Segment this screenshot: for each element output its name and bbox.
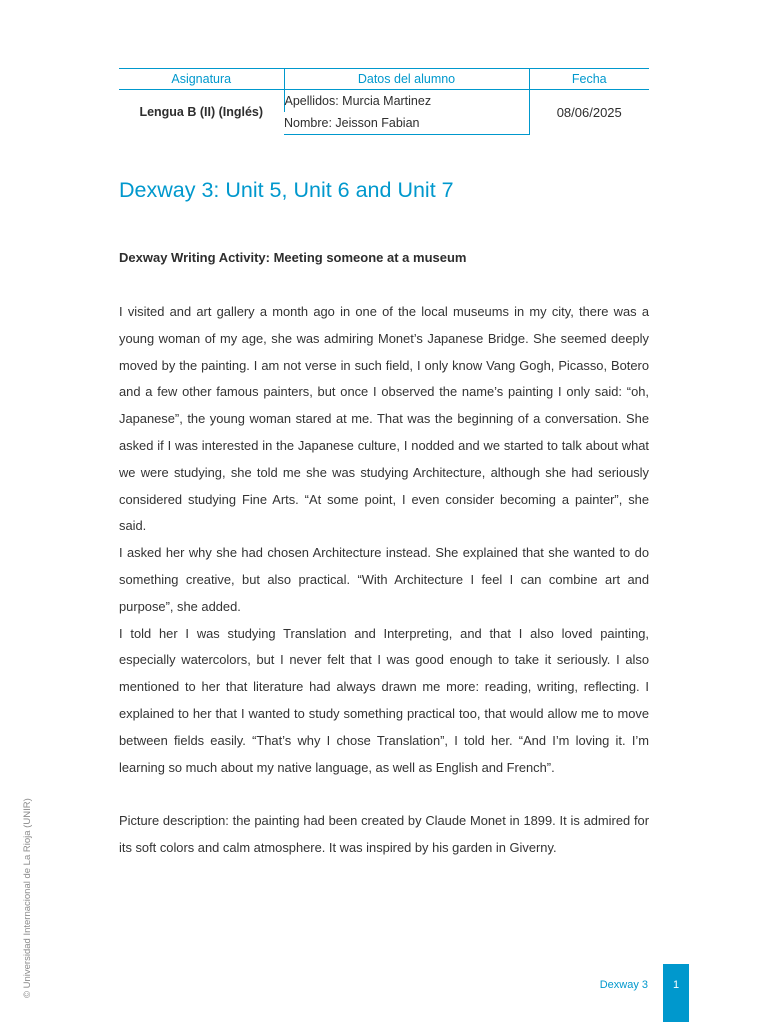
name-cell: Nombre: Jeisson Fabian: [284, 112, 529, 135]
subject-cell: Lengua B (II) (Inglés): [139, 105, 264, 120]
copyright-notice: © Universidad Internacional de La Rioja (UNIR): [22, 798, 33, 998]
footer-label: Dexway 3: [599, 979, 648, 991]
body-text: [119, 299, 649, 862]
page-number-box: [663, 964, 689, 1022]
date-column-header: Fecha: [529, 69, 649, 90]
student-column-header: Datos del alumno: [284, 69, 529, 90]
paragraph-1: I visited and art gallery a month ago in one of the local museums in my city, there was a young woman of my age, she was admiring Monet’s Japanese Bridge. She seemed deeply moved by the painting. I am not verse in such field, I only know Vang Gogh, Picasso, Botero and a few other famous painters, but once I observed the name’s painting I only said: “oh, Japanese”, the young woman stared at me. That was the beginning of a conversation. She asked if I was interested in the Japanese culture, I nodded and we started to talk about what we were studying, she told me she was studying Architecture, although she had seriously considered studying Fine Arts. “At some point, I even consider becoming a painter”, she said.: [119, 304, 649, 534]
section-heading: Dexway Writing Activity: Meeting someone at a museum: [119, 250, 467, 265]
subject-column-header: Asignatura: [119, 69, 284, 90]
student-info-table: [119, 68, 649, 135]
date-cell: 08/06/2025: [529, 90, 649, 135]
document-title: Dexway 3: Unit 5, Unit 6 and Unit 7: [119, 178, 454, 202]
page-number: 1: [672, 979, 680, 991]
surname-cell: Apellidos: Murcia Martinez: [284, 90, 529, 113]
paragraph-4: Picture description: the painting had been created by Claude Monet in 1899. It is admired for its soft colors and calm atmosphere. It was inspired by his garden in Giverny.: [119, 813, 649, 855]
paragraph-3: I told her I was studying Translation and Interpreting, and that I also loved painting, especially watercolors, but I never felt that I was good enough to take it seriously. I also mentioned to her that literature had always drawn me more: reading, writing, reflecting. I explained to her that I wanted to study something practical too, that would allow me to move between fields easily. “That’s why I chose Translation”, I told her. “And I’m loving it. I’m learning so much about my native language, as well as English and French”.: [119, 625, 649, 775]
paragraph-2: I asked her why she had chosen Architecture instead. She explained that she wanted to do something creative, but also practical. “With Architecture I feel I can combine art and purpose”, she added.: [119, 545, 649, 614]
